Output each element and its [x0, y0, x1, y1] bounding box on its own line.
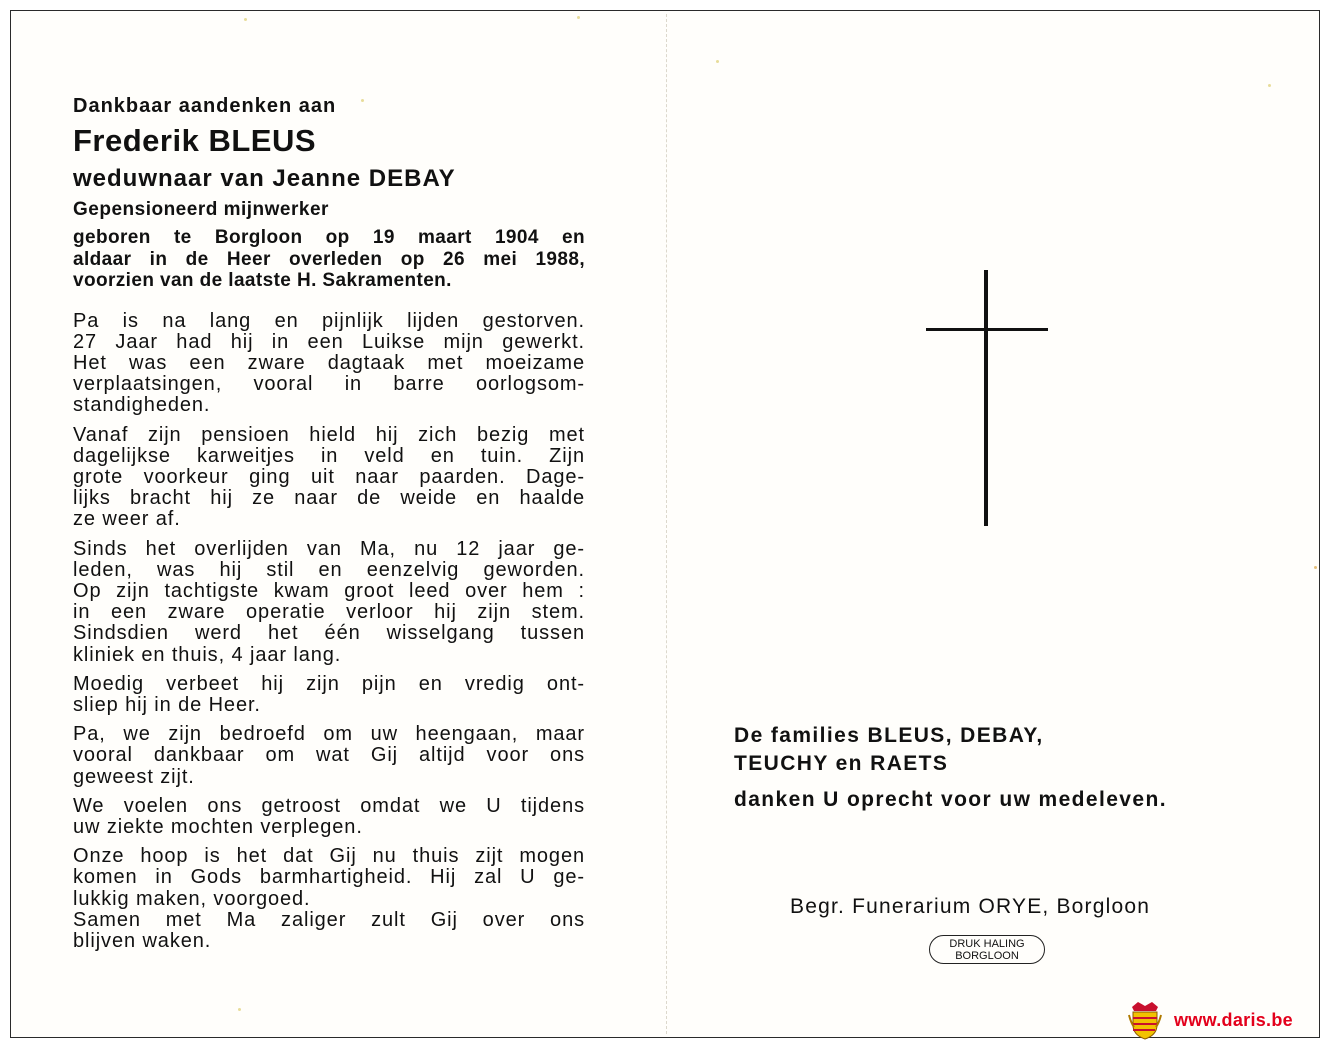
text-line: sliep hij in de Heer. — [73, 693, 261, 716]
text-line: dagelijkse karweitjes in veld en tuin. Zijn — [73, 444, 585, 467]
family-thanks — [734, 722, 1204, 814]
bio-line: voorzien van de laatste H. Sakramenten. — [73, 270, 452, 291]
text-line: in een zware operatie verloor hij zijn stem. — [73, 601, 585, 624]
memorial-text — [73, 311, 585, 953]
text-line: uw ziekte mochten verplegen. — [73, 815, 363, 838]
cross-vertical-bar — [984, 270, 988, 526]
paper-speck — [244, 18, 247, 21]
paper-speck — [716, 60, 719, 63]
watermark-link[interactable]: www.daris.be — [1174, 1009, 1293, 1030]
text-line: leden, was hij stil en eenzelvig geworden. — [73, 558, 585, 581]
thanks-line: danken U oprecht voor uw medeleven. — [734, 788, 1167, 811]
text-line: standigheden. — [73, 394, 211, 417]
text-line: Sinds het overlijden van Ma, nu 12 jaar ge- — [73, 537, 585, 560]
text-line: Onze hoop is het dat Gij nu thuis zijt mogen — [73, 845, 585, 868]
text-line: 27 Jaar had hij in een Luikse mijn gewerkt. — [73, 330, 585, 353]
text-line: lukkig maken, voorgoed. — [73, 887, 311, 910]
memorial-paragraph — [73, 311, 585, 417]
text-line: Pa is na lang en pijnlijk lijden gestorven. — [73, 309, 585, 332]
paper-speck — [1268, 84, 1271, 87]
text-line: Samen met Ma zaliger zult Gij over ons — [73, 908, 585, 931]
cross-horizontal-bar — [926, 328, 1048, 331]
text-line: vooral dankbaar om wat Gij altijd voor ons — [73, 744, 585, 767]
memorial-paragraph — [73, 425, 585, 531]
left-panel — [73, 92, 585, 960]
paper-speck — [1314, 566, 1317, 569]
card-fold-line — [666, 14, 667, 1034]
memorial-paragraph — [73, 846, 585, 952]
paper-speck — [238, 1008, 241, 1011]
text-line: Pa, we zijn bedroefd om uw heengaan, maar — [73, 723, 585, 746]
birth-death-details — [73, 227, 585, 292]
text-line: Vanaf zijn pensioen hield hij zich bezig met — [73, 423, 585, 446]
memorial-paragraph — [73, 674, 585, 716]
printer-stamp — [929, 935, 1045, 964]
text-line: grote voorkeur ging uit naar paarden. Dage- — [73, 465, 585, 488]
families-line: De families BLEUS, DEBAY, — [734, 724, 1044, 747]
printer-town: BORGLOON — [955, 950, 1019, 962]
text-line: Moedig verbeet hij zijn pijn en vredig ont- — [73, 672, 585, 695]
funeral-home: Begr. Funerarium ORYE, Borgloon — [790, 895, 1151, 918]
occupation-line: Gepensioneerd mijnwerker — [73, 199, 329, 220]
memorial-paragraph — [73, 539, 585, 666]
text-line: Sindsdien werd het één wisselgang tussen — [73, 622, 585, 645]
text-line: kliniek en thuis, 4 jaar lang. — [73, 643, 342, 666]
paper-speck — [577, 16, 580, 19]
text-line: ze weer af. — [73, 508, 181, 531]
bio-line: aldaar in de Heer overleden op 26 mei 1988, — [73, 248, 585, 270]
text-line: geweest zijt. — [73, 765, 195, 788]
text-line: Het was een zware dagtaak met moeizame — [73, 351, 585, 374]
text-line: komen in Gods barmhartigheid. Hij zal U ge- — [73, 866, 585, 889]
bio-line: geboren te Borgloon op 19 maart 1904 en — [73, 227, 585, 248]
memorial-paragraph — [73, 796, 585, 838]
printer-name: DRUK HALING — [949, 938, 1025, 950]
deceased-name: Frederik BLEUS — [73, 123, 317, 158]
intro-heading: Dankbaar aandenken aan — [73, 95, 337, 117]
text-line: verplaatsingen, vooral in barre oorlogsom- — [73, 373, 585, 396]
text-line: We voelen ons getroost omdat we U tijdens — [73, 794, 585, 817]
memorial-paragraph — [73, 724, 585, 788]
spouse-line: weduwnaar van Jeanne DEBAY — [73, 165, 456, 192]
text-line: blijven waken. — [73, 929, 212, 952]
crest-icon — [1128, 999, 1162, 1041]
cross-icon — [926, 270, 1048, 526]
text-line: lijks bracht hij ze naar de weide en haalde — [73, 487, 585, 510]
text-line: Op zijn tachtigste kwam groot leed over hem : — [73, 579, 585, 602]
watermark[interactable] — [1128, 998, 1293, 1042]
families-line: TEUCHY en RAETS — [734, 752, 949, 775]
